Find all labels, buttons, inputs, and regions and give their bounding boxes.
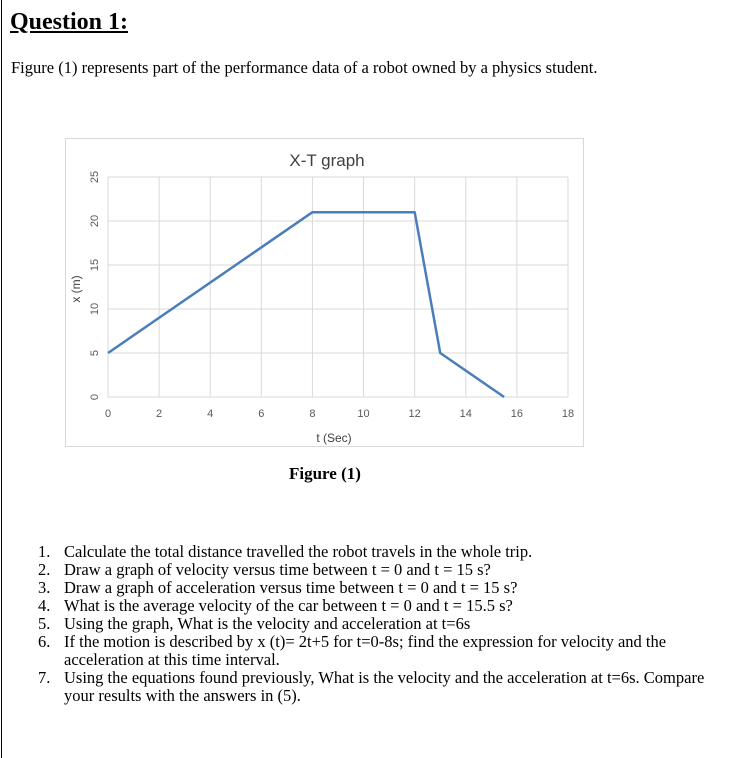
question-list bbox=[38, 543, 738, 705]
question-text: Using the equations found previously, What is the velocity and the acceleration at t=6s. Compare your results with the answers in (5). bbox=[64, 668, 705, 705]
question-number: 1. bbox=[38, 542, 51, 561]
chart-series bbox=[108, 212, 504, 397]
question-text: Using the graph, What is the velocity and acceleration at t=6s bbox=[64, 614, 471, 633]
y-tick-label: 20 bbox=[89, 214, 101, 228]
series-line-x bbox=[108, 212, 504, 397]
intro-text: Figure (1) represents part of the performance data of a robot owned by a physics student. bbox=[11, 58, 598, 77]
x-axis-label: t (Sec) bbox=[316, 431, 352, 445]
question-item bbox=[38, 669, 738, 705]
y-tick-label: 5 bbox=[89, 349, 101, 357]
y-axis-label: x (m) bbox=[69, 275, 83, 303]
question-number: 5. bbox=[38, 614, 51, 633]
question-text: Draw a graph of acceleration versus time between t = 0 and t = 15 s? bbox=[64, 578, 518, 597]
question-number: 7. bbox=[38, 668, 51, 687]
question-text: Draw a graph of velocity versus time between t = 0 and t = 15 s? bbox=[64, 560, 491, 579]
question-number: 4. bbox=[38, 596, 51, 615]
x-tick-label: 8 bbox=[309, 408, 316, 420]
x-tick-label: 16 bbox=[510, 408, 524, 420]
question-item bbox=[38, 633, 738, 669]
question-text: What is the average velocity of the car between t = 0 and t = 15.5 s? bbox=[64, 596, 513, 615]
x-tick-label: 4 bbox=[207, 408, 214, 420]
question-number: 2. bbox=[38, 560, 51, 579]
question-item bbox=[38, 543, 738, 561]
chart-gridlines bbox=[108, 177, 568, 397]
x-tick-label: 14 bbox=[459, 408, 472, 420]
x-tick-label: 6 bbox=[258, 408, 265, 420]
question-heading: Question 1: bbox=[10, 9, 129, 35]
xt-chart bbox=[65, 138, 584, 447]
question-item bbox=[38, 615, 738, 633]
question-item bbox=[38, 579, 738, 597]
question-number: 3. bbox=[38, 578, 51, 597]
x-tick-label: 0 bbox=[104, 408, 112, 420]
question-text: If the motion is described by x (t)= 2t+5 for t=0-8s; find the expression for velocity and the acceleration at this time interval. bbox=[64, 632, 667, 669]
question-item bbox=[38, 561, 738, 579]
xt-chart-svg bbox=[66, 139, 583, 446]
y-tick-label: 15 bbox=[89, 258, 101, 272]
x-tick-label: 10 bbox=[357, 408, 370, 420]
question-item bbox=[38, 597, 738, 615]
x-tick-label: 2 bbox=[156, 408, 163, 420]
question-number: 6. bbox=[38, 632, 51, 651]
page-left-border bbox=[1, 0, 2, 758]
y-tick-labels bbox=[89, 171, 101, 400]
y-tick-label: 0 bbox=[89, 393, 101, 401]
x-tick-label: 18 bbox=[561, 408, 575, 420]
question-text: Calculate the total distance travelled the robot travels in the whole trip. bbox=[64, 542, 533, 561]
figure-caption: Figure (1) bbox=[289, 464, 361, 483]
y-tick-label: 25 bbox=[89, 170, 101, 184]
chart-title: X-T graph bbox=[289, 151, 365, 170]
x-tick-label: 12 bbox=[408, 408, 421, 420]
y-tick-label: 10 bbox=[89, 302, 101, 316]
x-tick-labels bbox=[105, 408, 574, 420]
